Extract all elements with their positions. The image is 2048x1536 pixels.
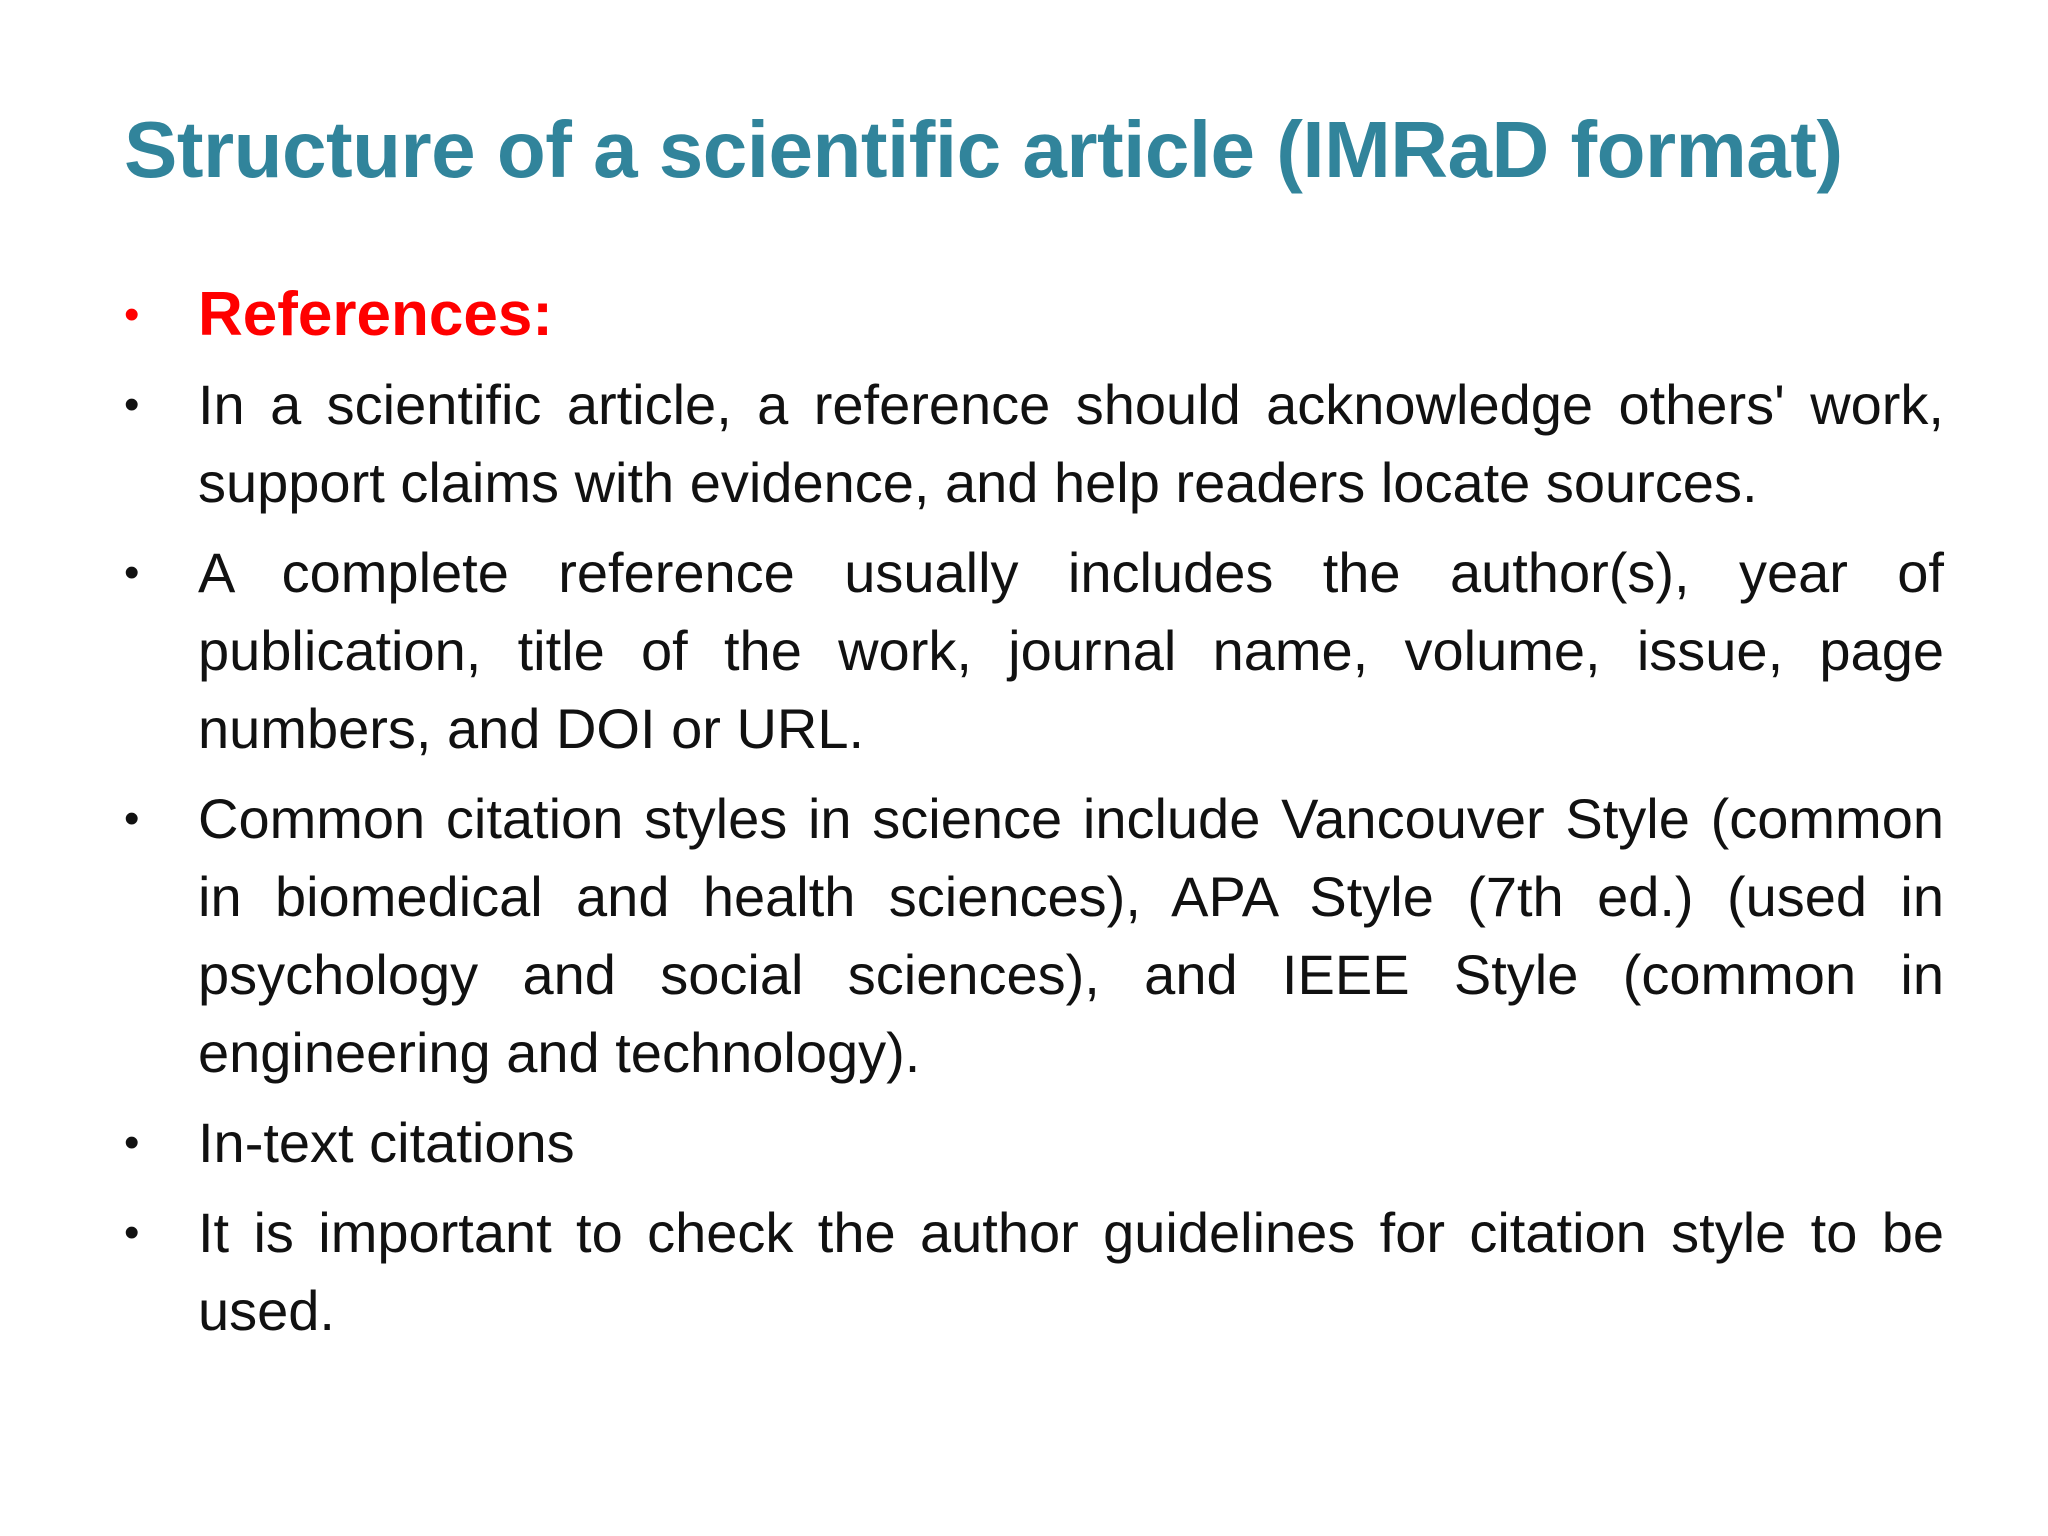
bullet-text: It is important to check the author guidelines for citation style to be used. <box>198 1201 1944 1342</box>
bullet-icon: • <box>124 548 140 597</box>
bullet-item-author-guidelines <box>124 1194 1944 1350</box>
bullet-icon: • <box>124 794 140 843</box>
bullet-text: A complete reference usually includes the author(s), year of publication, title of the work, journal name, volume, issue, page numbers, and DOI or URL. <box>198 541 1944 760</box>
bullet-text: References: <box>198 280 553 349</box>
bullet-text: Common citation styles in science include Vancouver Style (common in biomedical and health sciences), APA Style (7th ed.) (used in psychology and social sciences), and IEEE Style (common in engineering and technology). <box>198 787 1944 1084</box>
bullet-icon: • <box>124 380 140 429</box>
slide-title: Structure of a scientific article (IMRaD format) <box>124 105 1843 194</box>
bullet-item-citation-styles <box>124 780 1944 1092</box>
bullet-item-complete-reference <box>124 534 1944 768</box>
bullet-item-references-heading <box>124 276 1944 354</box>
bullet-item-in-text-citations <box>124 1104 1944 1182</box>
bullet-text: In-text citations <box>198 1111 575 1174</box>
bullet-text: In a scientific article, a reference should acknowledge others' work, support claims with evidence, and help readers locate sources. <box>198 373 1944 514</box>
bullet-list <box>124 276 1944 1362</box>
bullet-icon: • <box>124 290 140 339</box>
bullet-item-reference-purpose <box>124 366 1944 522</box>
bullet-icon: • <box>124 1208 140 1257</box>
bullet-icon: • <box>124 1118 140 1167</box>
